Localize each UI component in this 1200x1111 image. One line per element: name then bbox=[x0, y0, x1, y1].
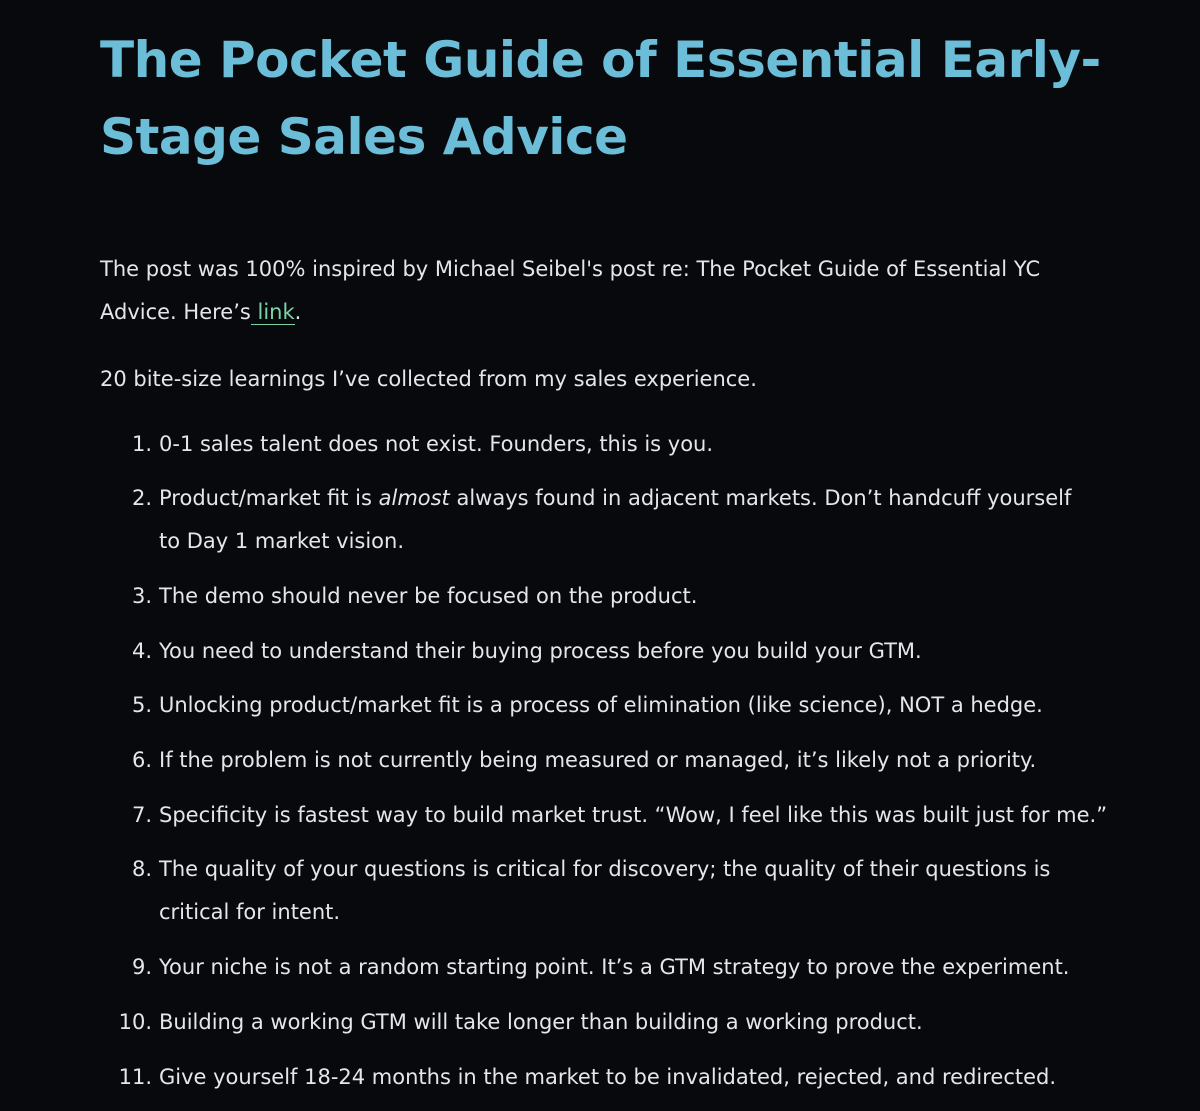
intro-line-1: The post was 100% inspired by Michael Seibel's post re: The Pocket Guide of Essential YC bbox=[100, 257, 1041, 281]
list-item-text: The demo should never be focused on the product. bbox=[159, 584, 698, 608]
source-link[interactable]: link bbox=[250, 300, 295, 324]
list-item-number: 3. bbox=[131, 584, 152, 608]
article-title bbox=[100, 22, 1100, 176]
intro-paragraph bbox=[100, 248, 1100, 334]
list-item-text: Building a working GTM will take longer than building a working product. bbox=[159, 1010, 923, 1034]
list-item-text: You need to understand their buying process before you build your GTM. bbox=[159, 639, 922, 663]
list-item-text: Unlocking product/market fit is a process of elimination (like science), NOT a hedge. bbox=[159, 693, 1043, 717]
list-item-number: 6. bbox=[131, 748, 152, 772]
lead-paragraph: 20 bite-size learnings I’ve collected from my sales experience. bbox=[100, 367, 757, 391]
list-item-text: Your niche is not a random starting point. It’s a GTM strategy to prove the experiment. bbox=[159, 955, 1070, 979]
intro-line-2-suffix: . bbox=[294, 300, 302, 324]
intro-line-2-prefix: Advice. Here’s bbox=[100, 300, 251, 324]
emphasis-text: almost bbox=[378, 486, 450, 510]
list-item-number: 4. bbox=[131, 639, 152, 663]
list-item-number: 11. bbox=[118, 1065, 152, 1089]
list-item-text: 0-1 sales talent does not exist. Founders, this is you. bbox=[159, 432, 714, 456]
list-item-text: If the problem is not currently being measured or managed, it’s likely not a priority. bbox=[159, 748, 1037, 772]
list-item-number: 8. bbox=[131, 857, 152, 881]
list-item-text: Give yourself 18-24 months in the market to be invalidated, rejected, and redirected. bbox=[159, 1065, 1057, 1089]
list-item-number: 2. bbox=[131, 486, 152, 510]
list-item-number: 5. bbox=[131, 693, 152, 717]
list-item-number: 9. bbox=[131, 955, 152, 979]
intro-line-2 bbox=[100, 291, 1100, 334]
list-item-number: 1. bbox=[131, 432, 152, 456]
list-item-number: 7. bbox=[131, 803, 152, 827]
list-item-text: Product/market fit is almost always found in adjacent markets. Don’t handcuff yourself to Day 1 market vision. bbox=[159, 486, 1072, 553]
list-item-number: 10. bbox=[118, 1010, 152, 1034]
article-title-line-1: The Pocket Guide of Essential Early- bbox=[100, 31, 1101, 89]
list-item-text: The quality of your questions is critical for discovery; the quality of their questions is critical for intent. bbox=[159, 857, 1051, 924]
list-item-text: Specificity is fastest way to build market trust. “Wow, I feel like this was built just for me.” bbox=[159, 803, 1108, 827]
article-title-line-2: Stage Sales Advice bbox=[100, 108, 628, 166]
